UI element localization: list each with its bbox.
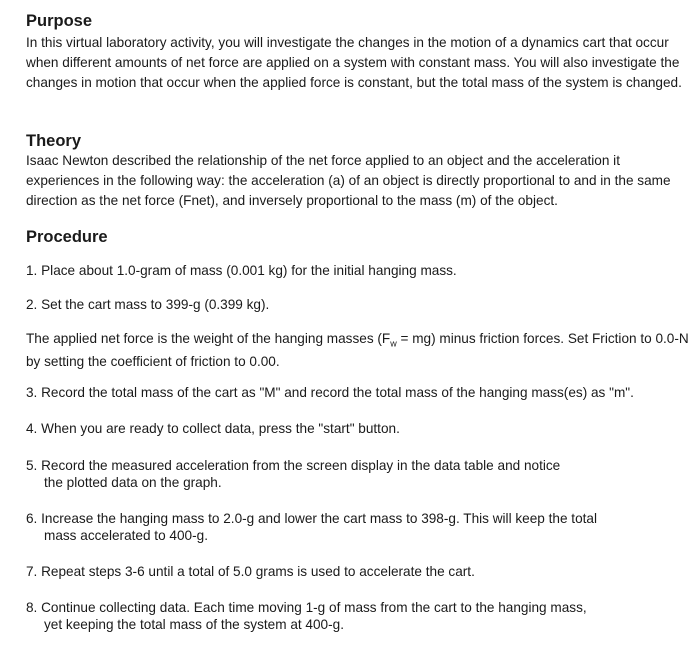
procedure-note-subscript: w	[390, 338, 397, 349]
procedure-step-6-line-2: mass accelerated to 400-g.	[44, 528, 208, 543]
procedure-step-5-line-1: 5. Record the measured acceleration from the screen display in the data table and notice	[26, 458, 561, 473]
procedure-step-8	[26, 599, 694, 633]
procedure-heading: Procedure	[26, 228, 108, 246]
procedure-step-5-line-2: the plotted data on the graph.	[44, 475, 222, 490]
procedure-step-3: 3. Record the total mass of the cart as "M" and record the total mass of the hanging mass(es) as "m".	[26, 385, 634, 400]
procedure-step-2: 2. Set the cart mass to 399-g (0.399 kg).	[26, 297, 270, 312]
procedure-step-1: 1. Place about 1.0-gram of mass (0.001 kg) for the initial hanging mass.	[26, 263, 457, 278]
procedure-step-4: 4. When you are ready to collect data, press the "start" button.	[26, 421, 400, 436]
procedure-step-7: 7. Repeat steps 3-6 until a total of 5.0 grams is used to accelerate the cart.	[26, 564, 475, 579]
purpose-heading: Purpose	[26, 12, 93, 30]
purpose-text: In this virtual laboratory activity, you will investigate the changes in the motion of a dynamics cart that occur when different amounts of net force are applied on a system with constant mass. You will also investigate the changes in motion that occur when the applied force is constant, but the total mass of the system is changed.	[26, 35, 682, 90]
procedure-step-8-line-1: 8. Continue collecting data. Each time moving 1-g of mass from the cart to the hanging mass,	[26, 600, 587, 615]
theory-text: Isaac Newton described the relationship of the net force applied to an object and the acceleration it experiences in the following way: the acceleration (a) of an object is directly proportional to and in the same direction as the net force (Fnet), and inversely proportional to the mass (m) of the object.	[26, 153, 671, 208]
procedure-step-5	[26, 457, 694, 491]
procedure-step-6-line-1: 6. Increase the hanging mass to 2.0-g and lower the cart mass to 398-g. This will keep the total	[26, 511, 597, 526]
procedure-note-start: The applied net force is the weight of the hanging masses (F	[26, 331, 391, 346]
procedure-step-6	[26, 510, 694, 544]
procedure-note-end: = mg) minus friction forces. Set Friction to 0.0-N by setting the coefficient of friction to 0.00.	[26, 331, 689, 369]
procedure-note	[26, 330, 694, 370]
procedure-step-8-line-2: yet keeping the total mass of the system at 400-g.	[44, 617, 344, 632]
theory-heading: Theory	[26, 132, 82, 150]
